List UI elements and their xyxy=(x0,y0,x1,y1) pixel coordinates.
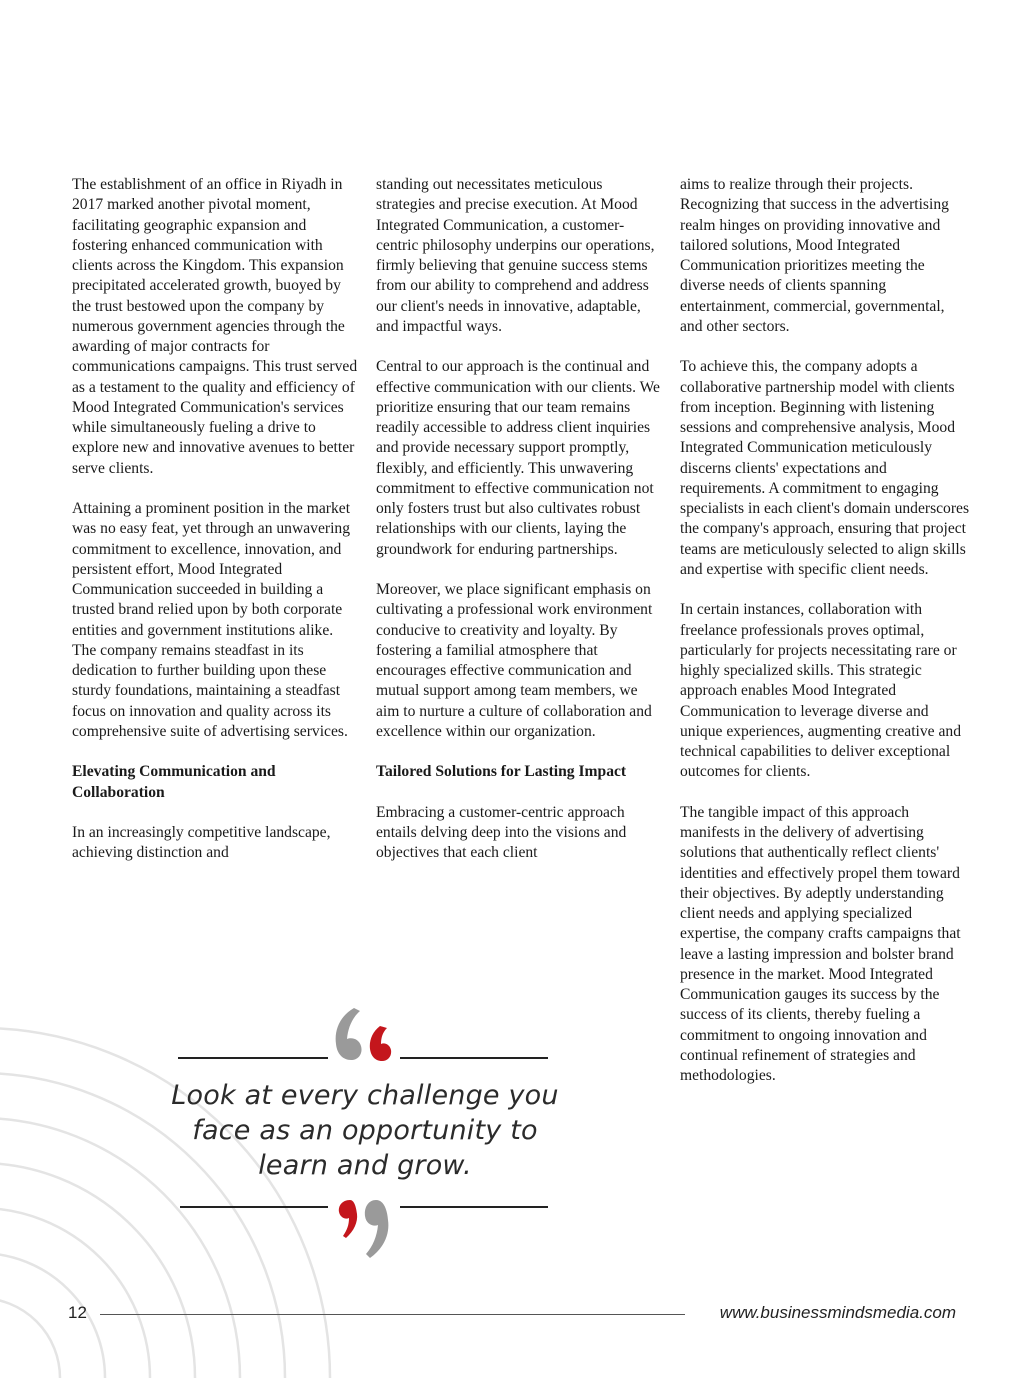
quote-text xyxy=(150,1078,580,1183)
paragraph: The establishment of an office in Riyadh in 2017 marked another pivotal moment, facilitating geographic expansion and fostering enhanced communication with clients across the Kingdom. This expansion precipitated accelerated growth, buoyed by the trust bestowed upon the company by numerous government agencies through the awarding of major contracts for communications campaigns. This trust served as a testament to the quality and efficiency of Mood Integrated Communication's services while simultaneously fueling a drive to explore new and innovative avenues to better serve clients. xyxy=(72,176,358,477)
paragraph: To achieve this, the company adopts a collaborative partnership model with clients from inception. Beginning with listening sessions and comprehensive analysis, Mood Integrated Communication meticulously discerns clients' expectations and requirements. A commitment to engaging specialists in each client's domain underscores the company's approach, ensuring that project teams are meticulously selected to align skills and expertise with specific client needs. xyxy=(680,358,970,578)
paragraph: Central to our approach is the continual and effective communication with our clients. We prioritize ensuring that our team remains readily accessible to address client inquiries and provide necessary support promptly, flexibly, and efficiently. This unwavering commitment to effective communication not only fosters trust but also cultivates robust relationships with our clients, laying the groundwork for enduring partnerships. xyxy=(376,358,660,558)
pull-quote xyxy=(150,1000,580,1270)
open-quote-icon xyxy=(330,1004,400,1070)
quote-rule-top-right xyxy=(400,1057,548,1059)
paragraph: In an increasingly competitive landscape, achieving distinction and xyxy=(72,824,331,862)
section-heading: Elevating Communication and Collaboration xyxy=(72,763,276,801)
footer-url[interactable]: www.businessmindsmedia.com xyxy=(719,1303,956,1322)
paragraph: aims to realize through their projects. Recognizing that success in the advertising realm hinges on providing innovative and tailored solutions, Mood Integrated Communication prioritizes meeting the diverse needs of clients spanning entertainment, commercial, governmental, and other sectors. xyxy=(680,176,949,335)
quote-rule-bottom-right xyxy=(400,1206,548,1208)
paragraph: standing out necessitates meticulous strategies and precise execution. At Mood Integrated Communication, a customer-centric philosophy underpins our operations, firmly believing that genuine success stems from our ability to comprehend and address our client's needs in innovative, adaptable, and impactful ways. xyxy=(376,176,655,335)
article-column-3 xyxy=(680,175,970,1107)
paragraph: Moreover, we place significant emphasis on cultivating a professional work environment conducive to creativity and loyalty. By fostering a familial atmosphere that encourages effective communication and mutual support among team members, we aim to nurture a culture of collaboration and excellence within our organization. xyxy=(376,581,653,740)
quote-line: face as an opportunity to xyxy=(192,1115,538,1146)
article-column-1 xyxy=(72,175,360,884)
paragraph: Attaining a prominent position in the market was no easy feat, yet through an unwavering commitment to excellence, innovation, and persistent effort, Mood Integrated Communication succeeded in building a trusted brand relied upon by both corporate entities and government institutions alike. The company remains steadfast in its dedication to further building upon these sturdy foundations, maintaining a steadfast focus on innovation and quality across its comprehensive suite of advertising services. xyxy=(72,500,351,740)
article-column-2 xyxy=(376,175,664,884)
quote-rule-top-left xyxy=(178,1057,328,1059)
paragraph: In certain instances, collaboration with freelance professionals proves optimal, particularly for projects necessitating rare or highly specialized skills. This strategic approach enables Mood Integrated Communication to leverage diverse and unique experiences, augmenting creative and technical capabilities to deliver exceptional outcomes for clients. xyxy=(680,601,961,781)
paragraph: Embracing a customer-centric approach entails delving deep into the visions and objectives that each client xyxy=(376,803,627,862)
page-number: 12 xyxy=(68,1303,87,1322)
section-heading: Tailored Solutions for Lasting Impact xyxy=(376,763,627,781)
quote-rule-bottom-left xyxy=(180,1206,328,1208)
close-quote-icon xyxy=(332,1196,402,1262)
paragraph: The tangible impact of this approach manifests in the delivery of advertising solutions that authentically reflect clients' identities and effectively propel them toward their objectives. By adeptly understanding client needs and applying specialized expertise, the company crafts campaigns that leave a lasting impression and bolster brand presence in the market. Mood Integrated Communication gauges its success by the success of its clients, thereby fueling a commitment to ongoing innovation and continual refinement of strategies and methodologies. xyxy=(680,803,961,1084)
quote-line: learn and grow. xyxy=(258,1150,472,1181)
quote-line: Look at every challenge you xyxy=(171,1080,559,1111)
footer-divider xyxy=(100,1314,685,1315)
